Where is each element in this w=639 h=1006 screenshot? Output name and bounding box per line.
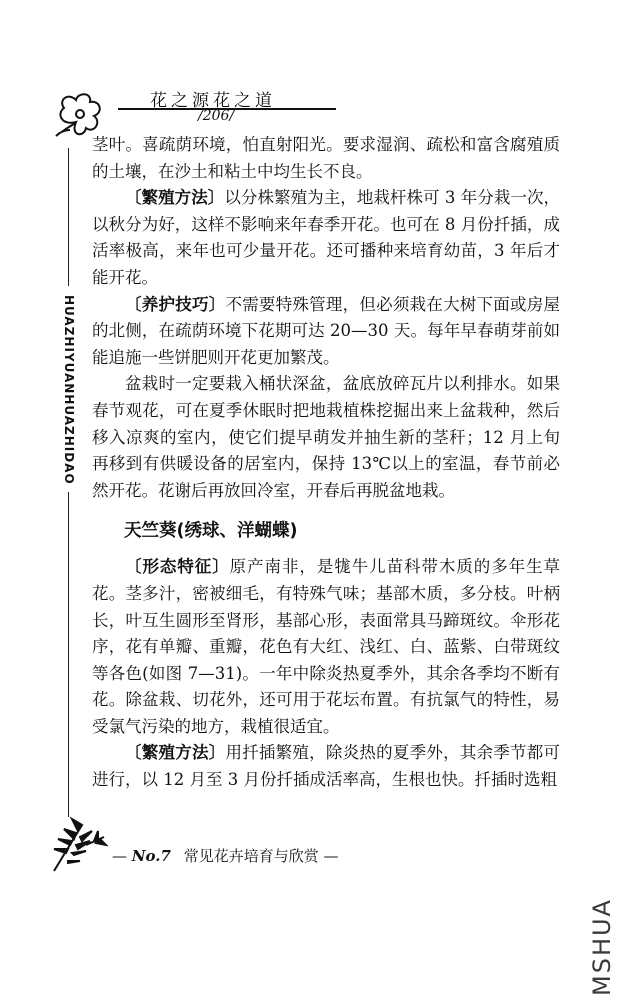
paragraph bbox=[92, 292, 560, 372]
footer bbox=[112, 845, 338, 866]
side-rule-bottom bbox=[68, 492, 69, 817]
paragraph bbox=[92, 132, 560, 185]
chapter-number: No.7 bbox=[131, 847, 171, 865]
paragraph-tag: 〔繁殖方法〕 bbox=[125, 743, 226, 763]
paragraph-text: 茎叶。喜疏荫环境，怕直射阳光。要求湿润、疏松和富含腐殖质的土壤，在沙土和粘土中均生长不良。 bbox=[92, 135, 560, 181]
side-running-title bbox=[50, 295, 86, 490]
paragraph bbox=[92, 371, 560, 504]
paragraph-text: 不需要特殊管理，但必须栽在大树下面或房屋的北侧，在疏荫环境下花期可达 20—30 天。每年早春萌芽前如能追施一些饼肥则开花更加繁茂。 bbox=[92, 294, 561, 367]
paragraph-text: 盆栽时一定要栽入桶状深盆，盆底放碎瓦片以利排水。如果春节观花，可在夏季休眠时把地栽植株挖掘出来上盆栽种，然后移入凉爽的室内，使它们提早萌发并抽生新的茎秆；12 月上旬再移到有供暖设备的居室内，保持 13℃以上的室温，春节前必然开花。花谢后再放回冷室，开春后再脱盆地栽。 bbox=[92, 374, 560, 500]
section-heading: 天竺葵(绣球、洋蝴蝶) bbox=[124, 521, 298, 542]
book-title: 花之源花之道 bbox=[150, 91, 276, 111]
chapter-title: 常见花卉培育与欣赏 bbox=[183, 847, 319, 865]
fern-icon bbox=[46, 815, 108, 875]
footer-dash-left: — bbox=[112, 847, 127, 865]
paragraph-text: 原产南非，是牻牛儿苗科带木质的多年生草花。茎多汁，密被细毛，有特殊气味；基部木质，多分枝。叶柄长，叶互生圆形至肾形，基部心形，表面常具马蹄斑纹。伞形花序，花有单瓣、重瓣，花色有大红、浅红、白、蓝紫、白带斑纹等各色(如图 7—31)。一年中除炎热夏季外，其余各季均不断有花。除盆栽、切花外，还可用于花坛布置。有抗氯气的特性，易受氯气污染的地方，栽植很适宜。 bbox=[92, 557, 560, 736]
paragraph-tag: 〔养护技巧〕 bbox=[125, 294, 226, 314]
watermark-text: MSHUA bbox=[588, 898, 616, 996]
body-text bbox=[92, 132, 560, 794]
paragraph bbox=[92, 554, 560, 740]
page-number: /206/ bbox=[198, 108, 235, 124]
paragraph-text: 以分株繁殖为主，地栽杆株可 3 年分栽一次，以秋分为好，这样不影响来年春季开花。也可在 8 月份扦插，成活率极高，来年也可少量开花。还可播种来培育幼苗，3 年后才能开花。 bbox=[92, 188, 561, 287]
paragraph-tag: 〔形态特征〕 bbox=[125, 557, 230, 577]
paragraph-tag: 〔繁殖方法〕 bbox=[125, 188, 225, 208]
paragraph-text: 用扦插繁殖，除炎热的夏季外，其余季节都可进行，以 12 月至 3 月份扦插成活率高，生根也快。扦插时选粗 bbox=[92, 743, 561, 790]
side-running-title-text: HUAZHIYUANHUAZHIDAO bbox=[62, 295, 76, 485]
footer-dash-right: — bbox=[323, 847, 339, 865]
paragraph bbox=[92, 740, 560, 793]
side-rule-top bbox=[68, 148, 69, 286]
paragraph bbox=[92, 185, 560, 291]
watermark bbox=[582, 866, 639, 1006]
